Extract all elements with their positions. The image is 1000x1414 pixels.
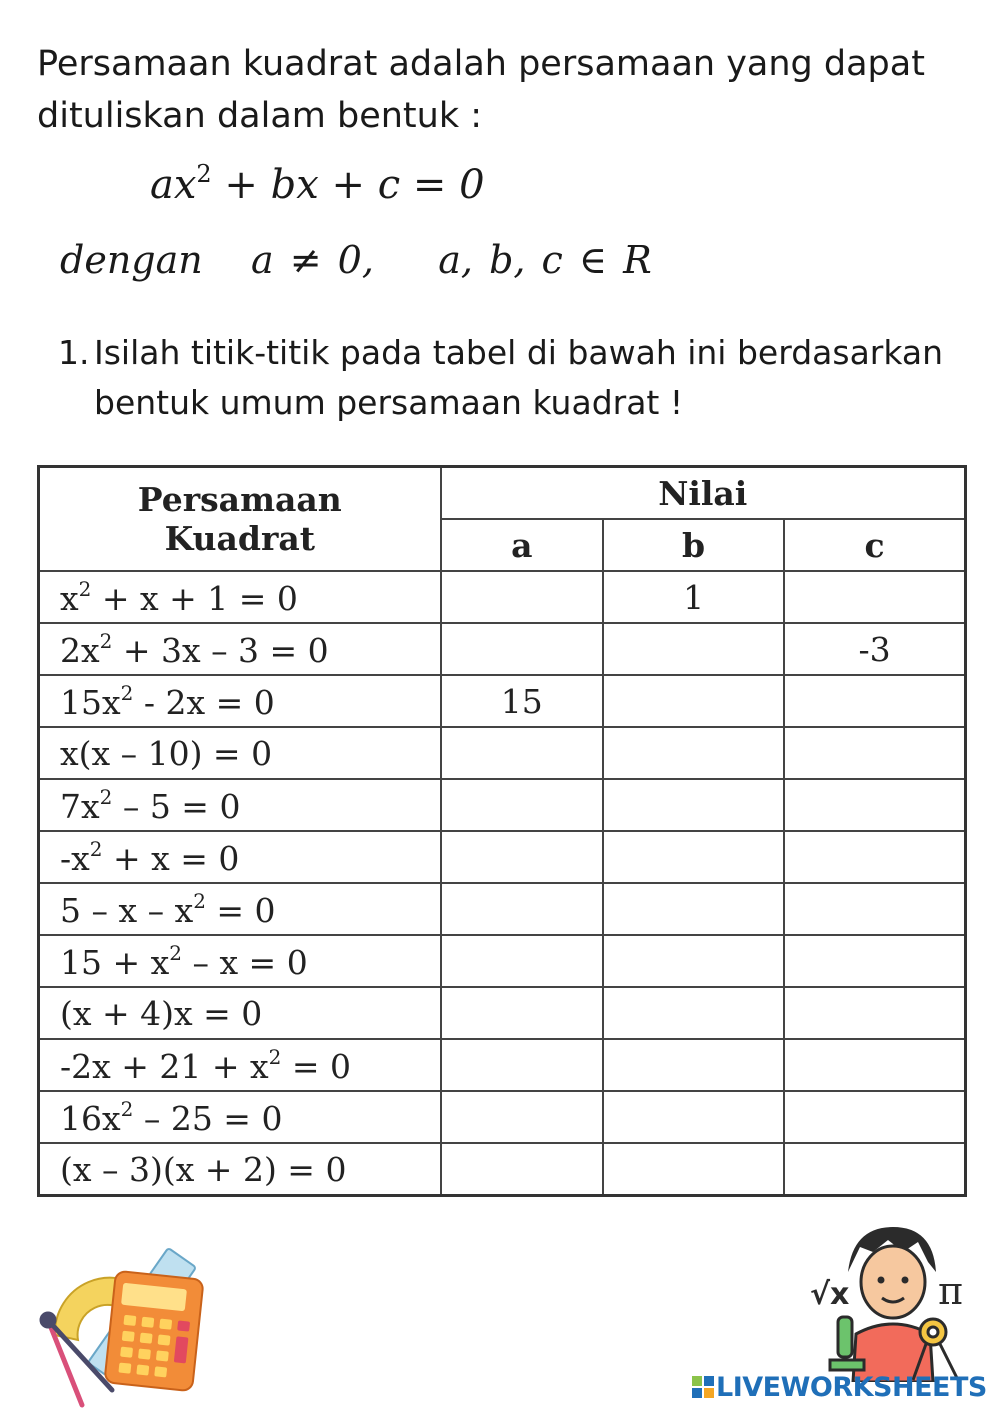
equation-text: 7x xyxy=(60,786,100,826)
value-cell-b[interactable] xyxy=(603,831,784,883)
equation-exponent: 2 xyxy=(268,1044,282,1069)
formula-exponent: 2 xyxy=(196,160,212,188)
value-cell-c[interactable] xyxy=(784,779,965,831)
equation-exponent: 2 xyxy=(193,888,206,913)
condition-a-nonzero: a ≠ 0, xyxy=(251,238,374,282)
equation-cell xyxy=(39,1039,441,1091)
value-cell-a[interactable] xyxy=(441,1091,603,1143)
value-cell-c[interactable] xyxy=(784,831,965,883)
equation-exponent: 2 xyxy=(99,784,113,809)
equation-cell xyxy=(39,1091,441,1143)
value-cell-c[interactable] xyxy=(784,727,965,779)
value-cell-b[interactable] xyxy=(603,675,784,727)
value-cell-a[interactable] xyxy=(441,623,603,675)
table-row xyxy=(39,779,966,831)
value-cell-c[interactable] xyxy=(784,1039,965,1091)
value-cell-a[interactable] xyxy=(441,1039,603,1091)
table-row xyxy=(39,571,966,623)
value-cell-c[interactable] xyxy=(784,1143,965,1196)
sqrt-symbol: √x xyxy=(810,1277,850,1312)
equation-cell xyxy=(39,1143,441,1196)
equation-exponent: 2 xyxy=(89,836,103,861)
equation-cell xyxy=(39,935,441,987)
logo-text: LIVEWORKSHEETS xyxy=(716,1372,987,1403)
value-cell-a[interactable] xyxy=(441,727,603,779)
equation-cell xyxy=(39,831,441,883)
value-cell-a[interactable] xyxy=(441,935,603,987)
equation-cell xyxy=(39,571,441,623)
equation-text-rest: + 3x – 3 = 0 xyxy=(112,630,329,670)
formula-ax: ax xyxy=(150,162,197,208)
header-col-c: c xyxy=(784,519,965,571)
calculator-icon xyxy=(104,1271,203,1392)
table-row xyxy=(39,675,966,727)
intro-line-1: Persamaan kuadrat adalah persamaan yang dapat xyxy=(37,44,925,84)
equation-text-rest: = 0 xyxy=(205,890,276,930)
formula-condition xyxy=(60,238,652,282)
logo-mark-icon xyxy=(692,1376,714,1398)
value-cell-c[interactable] xyxy=(784,571,965,623)
condition-word: dengan xyxy=(60,238,203,282)
value-cell-b[interactable] xyxy=(603,1143,784,1196)
equation-cell xyxy=(39,987,441,1039)
equation-text: 5 – x – x xyxy=(60,890,194,930)
value-cell-b[interactable] xyxy=(603,883,784,935)
equation-text-rest: + x = 0 xyxy=(102,838,240,878)
header-equation-line2: Kuadrat xyxy=(164,519,315,558)
equation-exponent: 2 xyxy=(78,576,92,601)
table-body xyxy=(39,571,966,1196)
value-cell-c[interactable] xyxy=(784,935,965,987)
instruction-number: 1. xyxy=(58,333,90,372)
table-row xyxy=(39,935,966,987)
equation-text: -x xyxy=(60,838,90,878)
header-equation xyxy=(39,467,441,572)
equation-cell xyxy=(39,675,441,727)
equation-cell xyxy=(39,779,441,831)
equation-cell xyxy=(39,623,441,675)
formula-rest: + bx + c = 0 xyxy=(211,162,485,208)
equation-text: 16x xyxy=(60,1098,121,1138)
equation-cell xyxy=(39,883,441,935)
instruction-text: Isilah titik-titik pada tabel di bawah ini berdasarkan bentuk umum persamaan kuadrat ! xyxy=(94,333,944,422)
table-row xyxy=(39,987,966,1039)
pi-symbol: π xyxy=(938,1269,963,1313)
value-cell-a: 15 xyxy=(441,675,603,727)
equation-exponent: 2 xyxy=(169,940,182,965)
equation-exponent: 2 xyxy=(120,1096,134,1121)
equation-text-rest: - 2x = 0 xyxy=(133,682,275,722)
equation-text-rest: – x = 0 xyxy=(181,942,308,982)
value-cell-c[interactable] xyxy=(784,987,965,1039)
value-cell-b[interactable] xyxy=(603,1039,784,1091)
header-col-a: a xyxy=(441,519,603,571)
equation-cell xyxy=(39,727,441,779)
equation-text-rest: + x + 1 = 0 xyxy=(91,578,298,618)
table-row xyxy=(39,623,966,675)
header-equation-line1: Persamaan xyxy=(137,480,342,519)
equation-exponent: 2 xyxy=(120,680,134,705)
value-cell-a[interactable] xyxy=(441,987,603,1039)
equation-text-rest: – 25 = 0 xyxy=(133,1098,283,1138)
student-math-symbols-icon xyxy=(808,1222,988,1382)
equation-text-rest: = 0 xyxy=(281,1046,351,1086)
value-cell-b[interactable] xyxy=(603,727,784,779)
value-cell-b[interactable] xyxy=(603,987,784,1039)
value-cell-a[interactable] xyxy=(441,571,603,623)
equation-text: x(x – 10) = 0 xyxy=(60,733,273,773)
value-cell-a[interactable] xyxy=(441,779,603,831)
math-tools-calculator-icon xyxy=(30,1240,230,1410)
equation-exponent: 2 xyxy=(99,628,113,653)
equation-text: 2x xyxy=(60,630,100,670)
value-cell-a[interactable] xyxy=(441,831,603,883)
table-row xyxy=(39,883,966,935)
value-cell-b[interactable] xyxy=(603,623,784,675)
liveworksheets-logo xyxy=(692,1372,987,1403)
value-cell-c[interactable] xyxy=(784,675,965,727)
table-row xyxy=(39,1143,966,1196)
value-cell-b[interactable] xyxy=(603,779,784,831)
value-cell-c[interactable] xyxy=(784,1091,965,1143)
intro-line-2: dituliskan dalam bentuk : xyxy=(37,96,483,136)
equation-text: 15x xyxy=(60,682,121,722)
equation-text: (x – 3)(x + 2) = 0 xyxy=(60,1149,347,1189)
value-cell-b[interactable] xyxy=(603,1091,784,1143)
equation-text-rest: – 5 = 0 xyxy=(112,786,241,826)
header-values: Nilai xyxy=(441,467,966,520)
instruction-item xyxy=(58,328,978,428)
value-cell-c: -3 xyxy=(784,623,965,675)
condition-real-numbers: a, b, c ∈ R xyxy=(438,238,652,282)
intro-paragraph xyxy=(37,38,977,142)
equation-text: 15 + x xyxy=(60,942,170,982)
value-cell-a[interactable] xyxy=(441,883,603,935)
table-row xyxy=(39,1091,966,1143)
general-formula xyxy=(150,160,485,208)
value-cell-c[interactable] xyxy=(784,883,965,935)
equation-text: (x + 4)x = 0 xyxy=(60,993,263,1033)
value-cell-b[interactable] xyxy=(603,935,784,987)
value-cell-a[interactable] xyxy=(441,1143,603,1196)
table-row xyxy=(39,1039,966,1091)
equation-text: x xyxy=(60,578,79,618)
header-col-b: b xyxy=(603,519,784,571)
equation-text: -2x + 21 + x xyxy=(60,1046,269,1086)
quadratic-table xyxy=(37,465,967,1197)
table-row xyxy=(39,831,966,883)
table-row xyxy=(39,727,966,779)
value-cell-b: 1 xyxy=(603,571,784,623)
